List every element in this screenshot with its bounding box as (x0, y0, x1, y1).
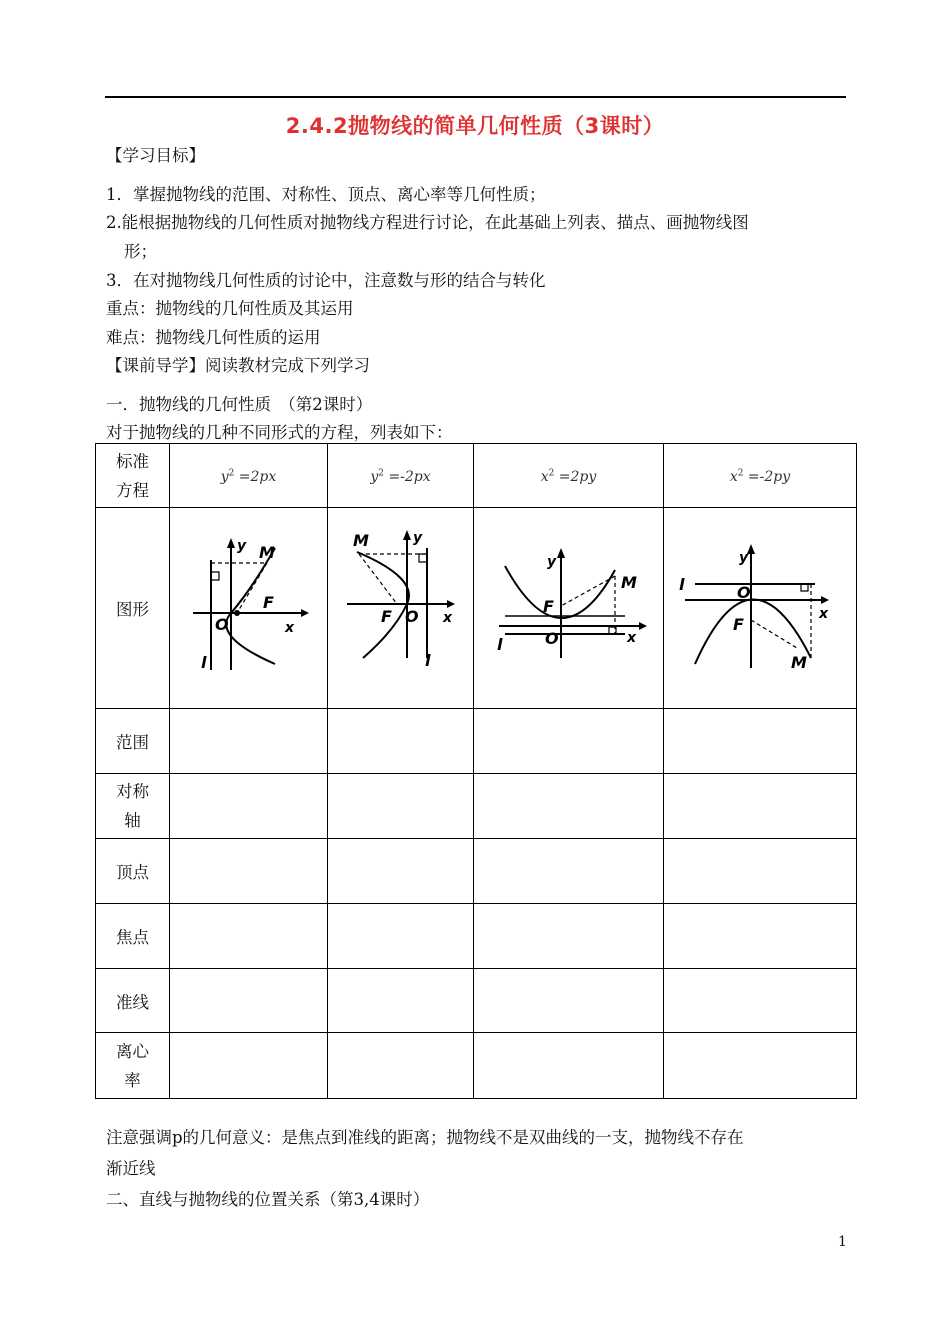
label-directrix: 准线 (96, 969, 170, 1033)
graph3-o-label: O (544, 629, 559, 648)
objective-2-cont: 形； (124, 242, 157, 261)
axis-cell-1 (170, 774, 328, 839)
note-line-2: 渐近线 (106, 1159, 156, 1178)
graph1-f-label: F (262, 593, 274, 612)
parabola-graph-down (665, 508, 856, 704)
graph2-y-label: y (412, 530, 422, 546)
parabola-graph-up (475, 508, 663, 704)
difficulty: 难点：抛物线几何性质的运用 (106, 328, 321, 347)
label-eccentricity: 离心率 (116, 1041, 149, 1090)
graph-cell-3 (474, 508, 664, 709)
graph3-l-label: l (496, 635, 502, 654)
vertex-cell-1 (170, 839, 328, 904)
table-intro: 对于抛物线的几种不同形式的方程，列表如下： (106, 423, 453, 442)
row-axis (96, 774, 857, 839)
label-axis: 对称轴 (116, 782, 149, 830)
axis-cell-3 (474, 774, 664, 839)
graph-cell-2 (328, 508, 474, 709)
row-directrix (96, 969, 857, 1033)
graph1-m-label: M (258, 543, 275, 562)
row-vertex (96, 839, 857, 904)
objective-3: 3．在对抛物线几何性质的讨论中，注意数与形的结合与转化 (106, 271, 546, 290)
parabola-graph-right (171, 508, 327, 704)
parabola-graph-left (329, 508, 473, 704)
header-rule (105, 96, 846, 98)
objectives-heading: 【学习目标】 (106, 146, 205, 165)
directrix-cell-2 (328, 969, 474, 1033)
label-standard-equation: 标准方程 (116, 451, 149, 500)
equation-cell-2: $y^2 =-2px$ (328, 444, 474, 508)
graph1-o-label: O (214, 615, 229, 634)
range-cell-3 (474, 709, 664, 774)
range-cell-4 (664, 709, 857, 774)
vertex-cell-2 (328, 839, 474, 904)
graph4-x-label: x (818, 606, 828, 622)
page-title: 2.4.2抛物线的简单几何性质（3课时） (285, 114, 665, 138)
directrix-cell-4 (664, 969, 857, 1033)
label-figure: 图形 (96, 508, 170, 709)
graph3-y-label: y (546, 554, 556, 570)
graph4-o-label: O (736, 583, 751, 602)
part1-heading: 一．抛物线的几何性质 （第2课时） (106, 395, 373, 414)
equation-cell-1: $y^2 =2px$ (170, 444, 328, 508)
graph2-f-label: F (380, 607, 392, 626)
graph3-f-label: F (542, 597, 554, 616)
graph-cell-4 (664, 508, 857, 709)
row-figure (96, 508, 857, 709)
preview-heading: 【课前导学】阅读教材完成下列学习 (106, 356, 370, 375)
label-focus: 焦点 (96, 904, 170, 969)
graph2-m-label: M (352, 531, 369, 550)
focus-cell-1 (170, 904, 328, 969)
row-standard-equation (96, 444, 857, 508)
graph1-l-label: l (200, 653, 206, 672)
graph3-m-label: M (620, 573, 637, 592)
graph4-f-label: F (732, 615, 744, 634)
focus-cell-4 (664, 904, 857, 969)
page-number: 1 (838, 1234, 847, 1250)
eccentricity-cell-1 (170, 1033, 328, 1099)
part2-heading: 二、直线与抛物线的位置关系（第3,4课时） (106, 1190, 430, 1209)
range-cell-2 (328, 709, 474, 774)
label-vertex: 顶点 (96, 839, 170, 904)
vertex-cell-4 (664, 839, 857, 904)
note-line-1: 注意强调p的几何意义：是焦点到准线的距离；抛物线不是双曲线的一支，抛物线不存在 (106, 1128, 744, 1147)
graph2-x-label: x (442, 610, 452, 626)
graph4-m-label: M (790, 653, 807, 672)
row-focus (96, 904, 857, 969)
row-range (96, 709, 857, 774)
eccentricity-cell-3 (474, 1033, 664, 1099)
axis-cell-2 (328, 774, 474, 839)
equation-cell-3: $x^2 =2py$ (474, 444, 664, 508)
graph2-o-label: O (404, 607, 419, 626)
graph4-l-label: l (678, 575, 684, 594)
eccentricity-cell-4 (664, 1033, 857, 1099)
vertex-cell-3 (474, 839, 664, 904)
label-range: 范围 (96, 709, 170, 774)
objective-1: 1．掌握抛物线的范围、对称性、顶点、离心率等几何性质； (106, 185, 546, 204)
graph1-x-label: x (284, 620, 294, 636)
directrix-cell-1 (170, 969, 328, 1033)
directrix-cell-3 (474, 969, 664, 1033)
axis-cell-4 (664, 774, 857, 839)
focus-cell-3 (474, 904, 664, 969)
graph-cell-1 (170, 508, 328, 709)
focus-cell-2 (328, 904, 474, 969)
properties-table (95, 443, 857, 1099)
row-eccentricity (96, 1033, 857, 1099)
graph3-x-label: x (626, 630, 636, 646)
equation-cell-4: $x^2 =-2py$ (664, 444, 857, 508)
objective-2: 2.能根据抛物线的几何性质对抛物线方程进行讨论，在此基础上列表、描点、画抛物线图 (106, 213, 749, 232)
graph1-y-label: y (236, 538, 246, 554)
graph2-l-label: l (424, 651, 430, 670)
key-point: 重点：抛物线的几何性质及其运用 (106, 299, 354, 318)
graph4-y-label: y (738, 550, 748, 566)
range-cell-1 (170, 709, 328, 774)
eccentricity-cell-2 (328, 1033, 474, 1099)
